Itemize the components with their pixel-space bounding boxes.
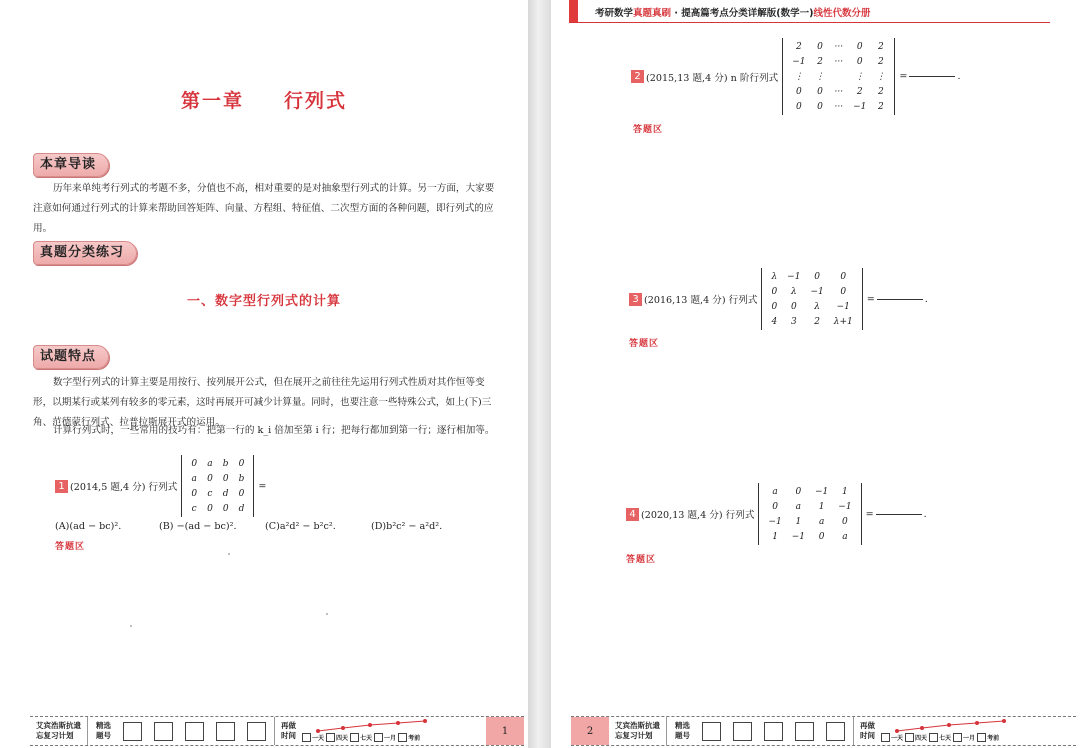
checkbox-icon (881, 733, 890, 742)
question-number-badge: 1 (55, 480, 68, 493)
matrix-cell: d (222, 488, 229, 499)
answer-area-label: 答题区 (629, 339, 660, 349)
matrix-cell: 0 (790, 301, 797, 312)
equals-sign: = (866, 293, 875, 305)
choice-d[interactable]: (D)b²c² − a²d². (371, 521, 443, 532)
matrix-cell: c (207, 488, 213, 499)
review-plan-line2: 忘复习计划 (36, 731, 74, 740)
left-page (0, 0, 528, 748)
matrix-cell: d (238, 503, 245, 514)
matrix-cell: 0 (772, 501, 778, 512)
review-plan-footer (571, 716, 1076, 746)
header-tab (569, 0, 578, 22)
matrix-row (766, 314, 857, 329)
page-number: 2 (571, 717, 609, 745)
matrix-cell: −1 (838, 501, 852, 512)
question-number-box[interactable] (826, 722, 845, 741)
matrix-cell: ··· (834, 41, 844, 52)
review-plan-line1: 艾宾浩斯抗遗 (615, 721, 660, 730)
checkbox-icon (977, 733, 986, 742)
question-number-box[interactable] (123, 722, 142, 741)
matrix-cell: b (222, 458, 229, 469)
question-3: 3 (2016,13 题,4 分) 行列式 λ −1 0 0 0 λ −1 0 0 0 λ −1 4 3 2 λ+1 = . (629, 268, 928, 330)
running-header (551, 0, 1080, 26)
matrix-cell: 3 (790, 316, 797, 327)
matrix-row (186, 456, 249, 471)
redo-time-label: 再做 时间 (281, 721, 296, 740)
matrix-cell: 4 (771, 316, 778, 327)
question-number-box[interactable] (185, 722, 204, 741)
checkbox-icon (398, 733, 407, 742)
question-1 (55, 455, 266, 517)
question-number-badge: 2 (631, 70, 644, 83)
matrix-cell: 0 (856, 41, 863, 52)
matrix-cell: 0 (222, 503, 229, 514)
question-number-badge: 3 (629, 293, 642, 306)
time-option-before-exam[interactable]: 考前 (398, 733, 420, 742)
matrix-cell: 0 (842, 516, 848, 527)
matrix-cell: 0 (856, 56, 863, 67)
equals-sign: = (865, 508, 874, 520)
matrix-cell: a (191, 473, 197, 484)
matrix-row (787, 69, 890, 84)
answer-area-label: 答题区 (626, 555, 657, 565)
time-option-1-day[interactable]: 一天 (881, 733, 903, 742)
matrix-cell: 0 (238, 458, 245, 469)
checkbox-icon (350, 733, 359, 742)
determinant-matrix (761, 268, 862, 330)
matrix-row (763, 529, 856, 544)
matrix-cell: 2 (878, 101, 884, 112)
matrix-cell: −1 (768, 516, 782, 527)
matrix-cell: 0 (817, 101, 823, 112)
matrix-cell: 0 (191, 488, 198, 499)
matrix-cell: 1 (772, 531, 778, 542)
time-option-4-days[interactable]: 四天 (905, 733, 927, 742)
redo-time (854, 717, 1076, 745)
chapter-title (0, 86, 528, 113)
scan-speck (228, 553, 230, 555)
checkbox-icon (953, 733, 962, 742)
matrix-row (766, 284, 857, 299)
matrix-cell: ⋮ (855, 71, 865, 82)
matrix-cell: 0 (814, 271, 820, 282)
matrix-cell: −1 (787, 271, 801, 282)
matrix-cell: 1 (818, 501, 825, 512)
scan-speck (326, 613, 328, 615)
choice-a[interactable]: (A)(ad − bc)². (55, 521, 122, 532)
time-option-1-month[interactable]: 一月 (374, 733, 396, 742)
matrix-row (763, 484, 856, 499)
matrix-cell: 1 (842, 486, 848, 497)
redo-time-label: 再做 时间 (860, 721, 875, 740)
equals-sign: = (899, 71, 908, 82)
header-rule (569, 22, 1050, 23)
question-number-box[interactable] (795, 722, 814, 741)
chapter-name: 行列式 (284, 90, 348, 112)
matrix-cell: −1 (791, 531, 805, 542)
matrix-cell: −1 (810, 286, 824, 297)
question-number-box[interactable] (216, 722, 235, 741)
matrix-cell: 0 (771, 301, 778, 312)
matrix-cell: 0 (818, 531, 825, 542)
question-number-box[interactable] (702, 722, 721, 741)
question-text: (2020,13 题,4 分) 行列式 (641, 510, 755, 521)
choice-c[interactable]: (C)a²d² − b²c². (265, 521, 336, 532)
matrix-cell: 0 (796, 101, 802, 112)
matrix-cell: a (818, 516, 825, 527)
selected-questions (88, 717, 275, 745)
question-text: (2014,5 题,4 分) 行列式 (70, 482, 178, 493)
matrix-row (763, 499, 856, 514)
matrix-cell: 2 (817, 56, 823, 67)
matrix-cell: 0 (238, 488, 245, 499)
matrix-cell: 2 (878, 86, 884, 97)
header-title: 考研数学真题真刷 · 提高篇考点分类详解版(数学一)线性代数分册 (595, 8, 871, 19)
matrix-row (787, 84, 890, 99)
answer-area-label: 答题区 (55, 542, 86, 552)
matrix-row (186, 501, 249, 516)
matrix-cell: λ+1 (833, 316, 853, 327)
matrix-cell: ··· (834, 86, 844, 97)
chapter-number: 第一章 (180, 90, 244, 112)
matrix-cell: λ (790, 286, 797, 297)
selected-questions-label: 精选 题号 (675, 721, 690, 740)
matrix-row (763, 514, 856, 529)
time-option-7-days[interactable]: 七天 (929, 733, 951, 742)
determinant-matrix (758, 483, 861, 545)
review-plan-line1: 艾宾浩斯抗遗 (36, 721, 81, 730)
question-text: (2015,13 题,4 分) n 阶行列式 (646, 72, 779, 84)
matrix-cell: a (207, 458, 213, 469)
matrix-row (186, 486, 249, 501)
answer-blank[interactable] (877, 299, 923, 300)
matrix-cell: 0 (191, 458, 198, 469)
book-spine (528, 0, 551, 748)
matrix-cell: 1 (795, 516, 802, 527)
question-4: 4 (2020,13 题,4 分) 行列式 a 0 −1 1 0 a 1 −1 −1 1 a 0 1 −1 0 a = . (626, 483, 927, 545)
checkbox-icon (302, 733, 311, 742)
matrix-cell: −1 (792, 56, 806, 67)
redo-time (275, 717, 486, 745)
features-label: 试题特点 (33, 345, 109, 369)
determinant-matrix (782, 38, 895, 115)
matrix-cell: 0 (207, 473, 213, 484)
time-option-1-month[interactable]: 一月 (953, 733, 975, 742)
matrix-cell: 0 (840, 286, 847, 297)
matrix-cell: 2 (856, 86, 863, 97)
matrix-row (186, 471, 249, 486)
choice-b[interactable]: (B) −(ad − bc)². (159, 521, 237, 532)
reading-guide-text: 历年来单纯考行列式的考题不多，分值也不高，相对重要的是对抽象型行列式的计算。另一方面，大家要注意如何通过行列式的计算来帮助回答矩阵、向量、方程组、特征值、二次型方面的各种问题，即行列式的应用。 (33, 183, 495, 234)
matrix-row (787, 99, 890, 114)
matrix-cell: 2 (878, 56, 884, 67)
checkbox-icon (374, 733, 383, 742)
matrix-cell: 0 (796, 86, 802, 97)
scan-speck (130, 625, 132, 627)
matrix-cell: ··· (834, 101, 844, 112)
matrix-cell: a (842, 531, 848, 542)
matrix-cell: 0 (840, 271, 847, 282)
matrix-cell: ⋮ (794, 71, 804, 82)
matrix-cell: 2 (878, 41, 884, 52)
answer-choices (55, 521, 442, 532)
review-plan-label (609, 717, 667, 745)
timeline-curve-icon (894, 719, 1014, 733)
question-number-box[interactable] (733, 722, 752, 741)
question-text: (2016,13 题,4 分) 行列式 (644, 295, 758, 306)
matrix-cell: a (795, 501, 802, 512)
answer-area-label: 答题区 (633, 125, 664, 135)
question-number-box[interactable] (764, 722, 783, 741)
equals-sign: = (258, 480, 267, 492)
practice-label: 真题分类练习 (33, 241, 137, 265)
matrix-cell: ⋮ (876, 71, 886, 82)
time-option-before-exam[interactable]: 考前 (977, 733, 999, 742)
matrix-cell: 2 (814, 316, 820, 327)
matrix-cell: 0 (222, 473, 229, 484)
review-plan-label (30, 717, 88, 745)
matrix-cell: 2 (796, 41, 802, 52)
timeline-curve-icon (315, 719, 435, 733)
matrix-cell: −1 (836, 301, 850, 312)
matrix-cell: −1 (853, 101, 867, 112)
time-option-7-days[interactable]: 七天 (350, 733, 372, 742)
matrix-cell: b (238, 473, 245, 484)
matrix-cell (830, 69, 849, 84)
matrix-cell: c (191, 503, 197, 514)
matrix-row (787, 54, 890, 69)
reading-guide-label: 本章导读 (33, 153, 109, 177)
selected-questions (667, 717, 854, 745)
subsection-title: 一、数字型行列式的计算 (186, 294, 341, 309)
answer-blank[interactable] (909, 76, 955, 77)
matrix-row (787, 39, 890, 54)
matrix-cell: ⋮ (815, 71, 825, 82)
features-text-2: 计算行列式时，一些常用的技巧有：把第一行的 k_i 倍加至第 i 行；把每行都加到第一行；逐行相加等。 (53, 425, 495, 436)
matrix-cell: a (772, 486, 778, 497)
review-plan-footer (30, 716, 524, 746)
checkbox-icon (929, 733, 938, 742)
matrix-cell: 0 (817, 86, 823, 97)
matrix-cell: 0 (771, 286, 778, 297)
question-number-badge: 4 (626, 508, 639, 521)
matrix-row (766, 299, 857, 314)
matrix-cell: 0 (817, 41, 823, 52)
selected-questions-label: 精选 题号 (96, 721, 111, 740)
matrix-row (766, 269, 857, 284)
matrix-cell: λ (814, 301, 820, 312)
matrix-cell: −1 (815, 486, 829, 497)
review-plan-line2: 忘复习计划 (615, 731, 653, 740)
features-text-1: 数字型行列式的计算主要是用按行、按列展开公式，但在展开之前往往先运用行列式性质对其作恒等变形，以期某行或某列有较多的零元素，这时再展开可减少计算量。同时，也要注意一些特殊公式，如上(下)三角、范德蒙行列式、拉普拉斯展开式的运用。 (33, 377, 492, 428)
time-option-1-day[interactable]: 一天 (302, 733, 324, 742)
matrix-cell: 0 (795, 486, 802, 497)
answer-blank[interactable] (876, 514, 922, 515)
question-2: 2 (2015,13 题,4 分) n 阶行列式 2 0 ··· 0 2 −1 2 ··· 0 2 ⋮ ⋮ ⋮ ⋮ 0 0 ··· 2 2 0 0 ··· −1 2 = . (631, 38, 961, 115)
checkbox-icon (326, 733, 335, 742)
question-number-box[interactable] (154, 722, 173, 741)
matrix-cell: ··· (834, 56, 844, 67)
matrix-cell: 0 (207, 503, 213, 514)
checkbox-icon (905, 733, 914, 742)
page-number: 1 (486, 717, 524, 745)
matrix-cell: λ (771, 271, 778, 282)
determinant-matrix (181, 455, 254, 517)
time-option-4-days[interactable]: 四天 (326, 733, 348, 742)
right-page (551, 0, 1080, 748)
question-number-box[interactable] (247, 722, 266, 741)
